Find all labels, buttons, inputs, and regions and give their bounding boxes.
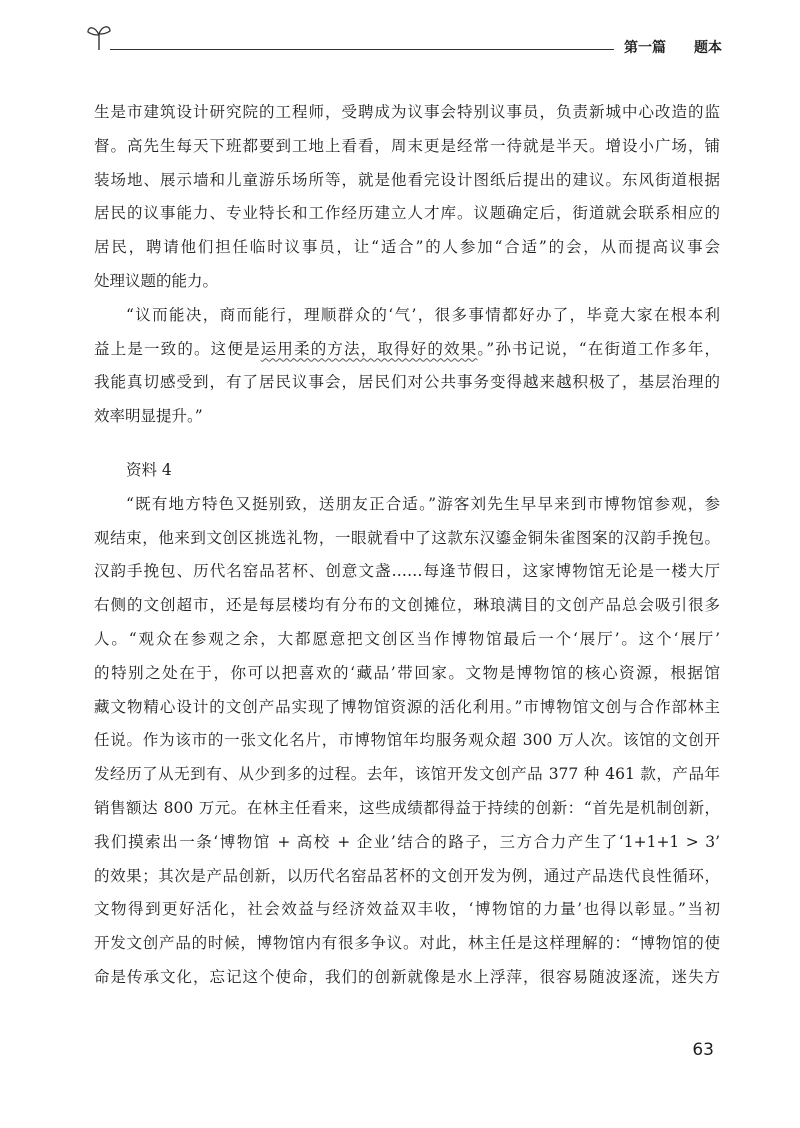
material-heading: 资料 4	[126, 460, 172, 479]
paragraph-3	[94, 488, 720, 995]
sprout-icon	[86, 22, 112, 52]
text-line: 我们摸索出一条‘博物馆 + 高校 + 企业’结合的路子，三方合力产生了‘1+1+1 > 3’	[94, 832, 720, 851]
page-number: 63	[692, 1040, 714, 1060]
text-line: 观结束，他来到文创区挑选礼物，一眼就看中了这款东汉鎏金铜朱雀图案的汉韵手挽包。	[94, 528, 720, 547]
text-line: 销售额达 800 万元。在林主任看来，这些成绩都得益于持续的创新：“首先是机制创新，	[94, 798, 720, 817]
text-line: 藏文物精心设计的文创产品实现了博物馆资源的活化利用。”市博物馆文创与合作部林主	[94, 697, 720, 716]
text-segment: 益上是一致的。这便是	[94, 339, 261, 358]
text-line: 任说。作为该市的一张文化名片，市博物馆年均服务观众超 300 万人次。该馆的文创开	[94, 731, 720, 750]
header-rule	[110, 49, 614, 50]
text-line: 发经历了从无到有、从少到多的过程。去年，该馆开发文创产品 377 种 461 款，产品年	[94, 765, 720, 784]
text-line: 居民的议事能力、专业特长和工作经历建立人才库。议题确定后，街道就会联系相应的	[94, 204, 720, 223]
text-line: 的效果；其次是产品创新，以历代名窑品茗杯的文创开发为例，通过产品迭代良性循环，	[94, 866, 720, 885]
text-line: 右侧的文创超市，还是每层楼均有分布的文创摊位，琳琅满目的文创产品总会吸引很多	[94, 596, 720, 615]
text-segment: 。”孙书记说，“在街道工作多年，	[477, 339, 720, 358]
text-line: 生是市建筑设计研究院的工程师，受聘成为议事会特别议事员，负责新城中心改造的监	[94, 103, 720, 121]
text-line: “既有地方特色又挺别致，送朋友正合适。”游客刘先生早早来到市博物馆参观，参	[126, 494, 720, 513]
text-line: 文物得到更好活化，社会效益与经济效益双丰收，‘博物馆的力量’也得以彰显。”当初	[94, 900, 720, 919]
paragraph-2	[94, 299, 720, 434]
paragraph-1	[94, 96, 720, 299]
text-line: “议而能决，商而能行，理顺群众的‘气’，很多事情都好办了，毕竟大家在根本利	[126, 305, 720, 324]
page-body	[94, 96, 720, 995]
text-line: 人。“观众在参观之余，大都愿意把文创区当作博物馆最后一个‘展厅’。这个‘展厅’	[94, 629, 720, 648]
text-line	[94, 333, 720, 367]
underlined-phrase: 运用柔的方法，取得好的效果	[260, 339, 478, 358]
topic-label: 题本	[694, 40, 722, 56]
text-line: 效率明显提升。”	[94, 407, 203, 426]
text-line: 汉韵手挽包、历代名窑品茗杯、创意文盏……每逢节假日，这家博物馆无论是一楼大厅	[94, 562, 720, 581]
text-line: 命是传承文化，忘记这个使命，我们的创新就像是水上浮萍，很容易随波逐流，迷失方	[94, 967, 720, 986]
text-line: 督。高先生每天下班都要到工地上看看，周末更是经常一待就是半天。增设小广场，铺	[94, 136, 720, 155]
chapter-label: 第一篇	[624, 40, 666, 56]
text-line: 开发文创产品的时候，博物馆内有很多争议。对此，林主任是这样理解的：“博物馆的使	[94, 934, 720, 953]
text-line: 的特别之处在于，你可以把喜欢的‘藏品’带回家。文物是博物馆的核心资源，根据馆	[94, 663, 720, 682]
text-line: 居民，聘请他们担任临时议事员，让“适合”的人参加“合适”的会，从而提高议事会	[94, 238, 720, 257]
text-line: 处理议题的能力。	[94, 271, 219, 290]
running-header	[86, 22, 722, 62]
text-line: 装场地、展示墙和儿童游乐场所等，就是他看完设计图纸后提出的建议。东风街道根据	[94, 170, 720, 189]
text-line: 我能真切感受到，有了居民议事会，居民们对公共事务变得越来越积极了，基层治理的	[94, 373, 720, 392]
